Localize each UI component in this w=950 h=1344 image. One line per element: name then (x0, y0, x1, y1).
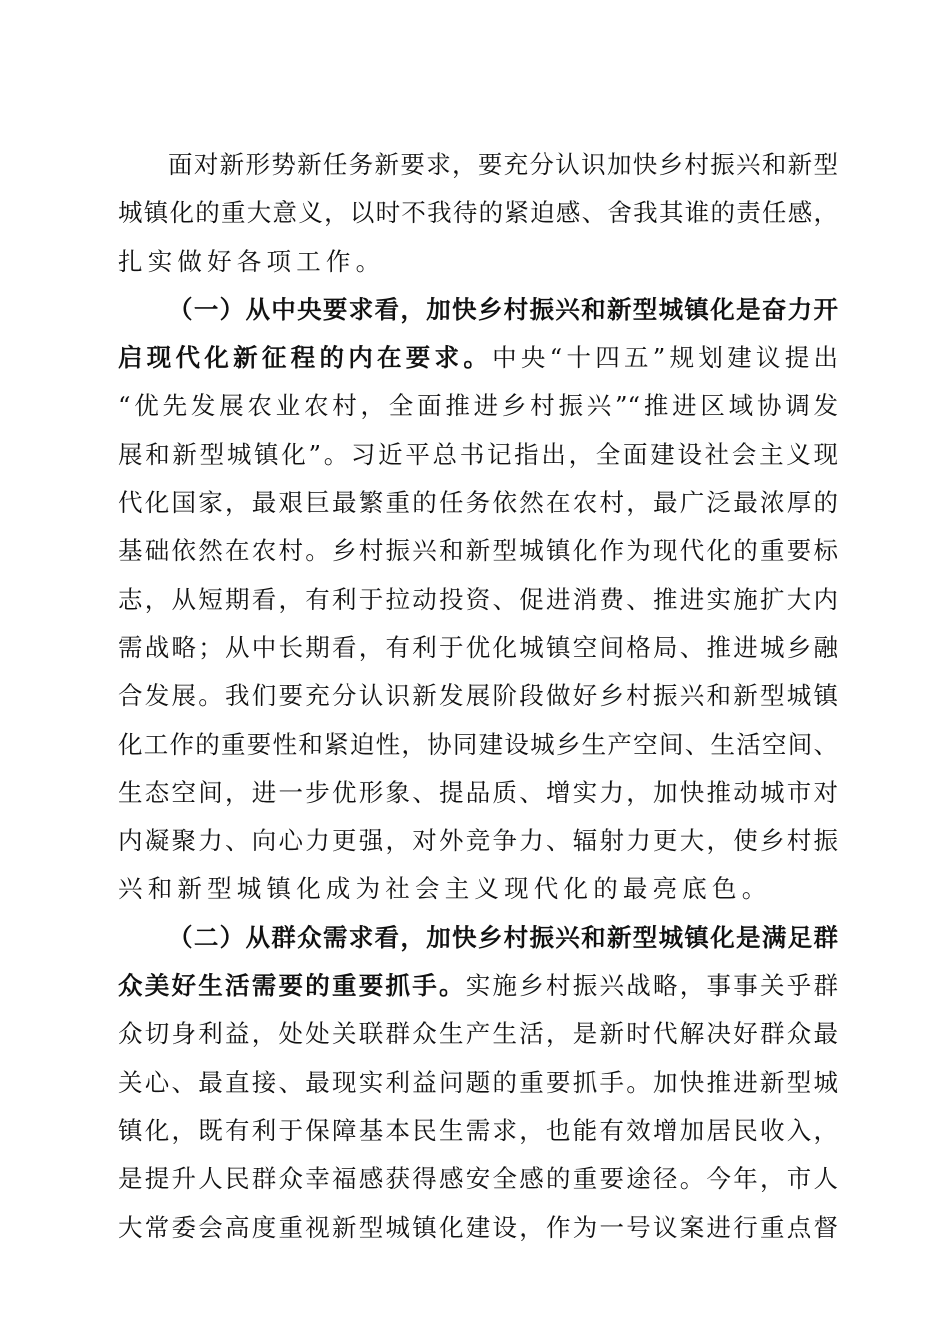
paragraph-central-requirements (118, 286, 838, 914)
text-line: 化工作的重要性和紧迫性，协同建设城乡生产空间、生活空间、 (118, 729, 838, 759)
document-page (118, 141, 838, 1252)
text-line: 众切身利益，处处关联群众生产生活，是新时代解决好群众最 (118, 1019, 838, 1049)
text-line: 扎实做好各项工作。 (118, 246, 386, 276)
text-segment: 实施乡村振兴战略，事事关乎群 (465, 971, 838, 1001)
text-line: 代化国家，最艰巨最繁重的任务依然在农村，最广泛最浓厚的 (118, 488, 838, 518)
text-line (118, 334, 838, 382)
text-line: 合发展。我们要充分认识新发展阶段做好乡村振兴和新型城镇 (118, 681, 838, 711)
text-line: 基础依然在农村。乡村振兴和新型城镇化作为现代化的重要标 (118, 536, 838, 566)
text-line: 兴和新型城镇化成为社会主义现代化的最亮底色。 (118, 874, 772, 904)
text-line: 面对新形势新任务新要求，要充分认识加快乡村振兴和新型 (168, 150, 838, 179)
text-line: 需战略；从中长期看，有利于优化城镇空间格局、推进城乡融 (118, 632, 838, 662)
bold-heading-line: 众美好生活需要的重要抓手。 (118, 971, 466, 1001)
text-line: 城镇化的重大意义，以时不我待的紧迫感、舍我其谁的责任感， (118, 198, 838, 228)
bold-heading-line: （一）从中央要求看，加快乡村振兴和新型城镇化是奋力开 (168, 294, 838, 324)
text-segment: 中央“十四五”规划建议提出 (492, 343, 838, 373)
text-line (118, 962, 838, 1010)
text-line: “优先发展农业农村，全面推进乡村振兴”“推进区域协调发 (118, 391, 838, 421)
text-line: 生态空间，进一步优形象、提品质、增实力，加快推动城市对 (118, 777, 838, 807)
paragraph-public-needs (118, 914, 838, 1252)
text-line: 大常委会高度重视新型城镇化建设，作为一号议案进行重点督 (118, 1212, 838, 1242)
text-line: 内凝聚力、向心力更强，对外竞争力、辐射力更大，使乡村振 (118, 826, 838, 856)
text-line: 是提升人民群众幸福感获得感安全感的重要途径。今年，市人 (118, 1164, 838, 1194)
text-line: 展和新型城镇化”。习近平总书记指出，全面建设社会主义现 (118, 439, 838, 469)
bold-heading-line: 启现代化新征程的内在要求。 (118, 343, 493, 373)
bold-heading-line: （二）从群众需求看，加快乡村振兴和新型城镇化是满足群 (168, 922, 838, 952)
paragraph-intro (118, 141, 838, 286)
text-line: 关心、最直接、最现实利益问题的重要抓手。加快推进新型城 (118, 1067, 838, 1097)
text-line: 志，从短期看，有利于拉动投资、促进消费、推进实施扩大内 (118, 584, 838, 614)
text-line: 镇化，既有利于保障基本民生需求，也能有效增加居民收入， (118, 1115, 838, 1145)
